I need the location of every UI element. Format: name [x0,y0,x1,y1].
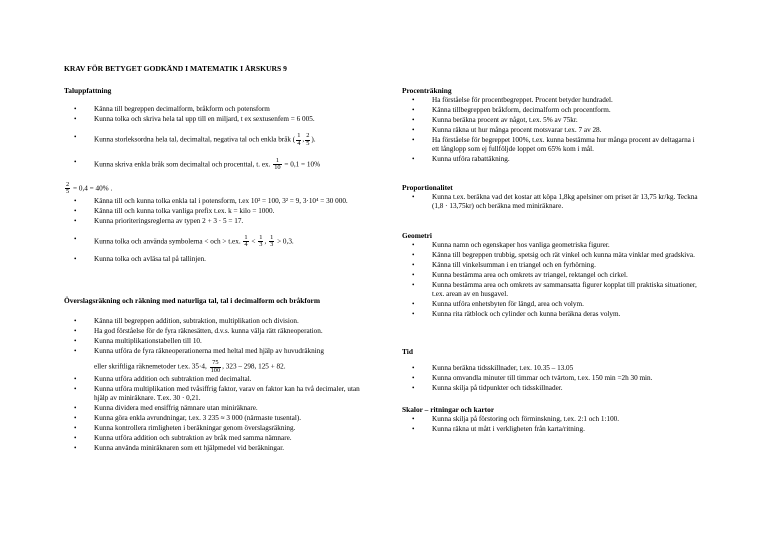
list-item: • Känna till begreppen addition, subtraktion, multiplikation och division. [64,317,364,326]
fraction-denominator: 3 [270,241,274,249]
list-item: • Kunna dividera med ensiffrig nämnare utan miniräknare. [64,404,364,413]
list-item: • Ha förståelse för procentbegreppet. Procent betyder hundradel. [402,96,702,105]
list-item [64,360,364,374]
fraction-numerator: 1 [273,158,281,165]
section-overslag [64,296,364,453]
list-item [64,182,364,196]
fraction-numerator: 1 [270,233,274,241]
list-item: • Känna till och kunna tolka vanliga prefix t.ex. k = kilo = 1000. [64,207,364,216]
fraction-numerator: 1 [244,233,248,241]
fraction-numerator: 2 [306,132,310,140]
fraction-denominator: 100 [210,366,221,374]
list-item: • Känna till vinkelsumman i en triangel och en fyrhörning. [402,261,702,270]
section-skalor [402,405,702,434]
list-item-text: Kunna skriva enkla bråk som decimaltal och procenttal, t. ex. [94,160,271,169]
list-item: • Känna till begreppen trubbig, spetsig och rät vinkel och kunna mäta vinklar med gradskiva. [402,251,702,260]
list-item: • Kunna storleksordna hela tal, decimaltal, negativa tal och enkla bråk ( $\frac{1}{4}$ , $\frac{2}{5}$ ). [64,133,364,147]
list-item: • Kunna tolka och avläsa tal på tallinjen. [64,255,364,264]
list-item: • Kunna rita rätblock och cylinder och kunna beräkna deras volym. [402,310,702,319]
list-item: • Känna tillbegreppen bråkform, decimalform och procentform. [402,106,702,115]
tid-list [402,364,702,393]
fraction [269,235,274,249]
list-item: • Kunna räkna ut hur många procent motsvarar t.ex. 7 av 28. [402,126,702,135]
fraction-denominator: 10 [274,164,281,172]
fraction-numerator: 2 [66,180,70,188]
list-item: • Kunna bestämma area och omkrets av triangel, rektangel och cirkel. [402,271,702,280]
list-item [64,235,364,249]
section-heading: Tid [402,347,413,356]
section-proportionalitet [402,183,702,211]
fraction-denominator: 4 [244,241,248,249]
list-item: • Ha förståelse för begreppet 100%, t.ex. kunna bestämma hur många procent av deltagarna i ett långlopp som ej fullföljde loppet om 65% kom i mål. [402,136,702,154]
section-heading: Skalor – ritningar och kartor [402,405,495,414]
fraction-denominator: 4 [297,139,301,147]
list-item: • Kunna utföra rabattäkning. [402,155,702,164]
list-item: • Kunna skilja på förstoring och förminskning, t.ex. 2:1 och 1:100. [402,415,702,424]
list-item: • Kunna använda miniräknaren som ett hjälpmedel vid beräkningar. [64,444,364,453]
section-heading: Överslagsräkning och räkning med naturliga tal, tal i decimalform och bråkform [64,296,320,305]
section-procent [402,86,702,164]
section-taluppfattning [64,86,364,264]
section-heading: Proportionalitet [402,183,453,192]
list-item: • Kunna utföra addition och subtraktion med decimaltal. [64,375,364,384]
fraction [243,235,248,249]
list-item-text: ). [311,135,316,144]
list-item: • Känna till och kunna tolka enkla tal i potensform, t.ex 10² = 100, 3² = 9, 3·10⁴ = 30 000. [64,197,364,206]
list-item-text: = 0,4 = 40% . [73,184,113,193]
fraction [305,133,310,147]
overslag-list [64,317,364,453]
list-item: • Kunna utföra de fyra räkneoperationerna med heltal med hjälp av huvudräkning [64,347,364,356]
fraction-denominator: 3 [259,241,263,249]
taluppfattning-list [64,105,364,263]
list-item: • Kunna beräkna procent av något, t.ex. 5% av 75kr. [402,116,702,125]
fraction [210,360,222,374]
list-item: • Kunna beräkna tidsskillnader, t.ex. 10.35 – 13.05 [402,364,702,373]
fraction-numerator: 1 [297,132,301,140]
list-item: • Kunna multiplikationstabellen till 10. [64,337,364,346]
list-item: • Kunna räkna ut mått i verkligheten från karta/ritning. [402,425,702,434]
list-item [64,158,364,172]
list-item: • Kunna kontrollera rimligheten i beräkningar genom överslagsräkning. [64,424,364,433]
list-item: • Kunna skilja på tidpunkter och tidsskillnader. [402,384,702,393]
list-item-text: > 0,3. [277,237,294,246]
fraction [258,235,263,249]
geometri-list [402,241,702,319]
fraction [65,182,70,196]
list-item-text: = 0,1 = 10% [284,160,321,169]
fraction-numerator: 1 [259,233,263,241]
section-heading: Taluppfattning [64,86,112,95]
list-item: • Kunna göra enkla avrundningar, t.ex. 3 235 ≈ 3 000 (närmaste tusental). [64,414,364,423]
list-item: • Ha god förståelse för de fyra räknesätten, d.v.s. kunna välja rätt räkneoperation. [64,327,364,336]
list-item: • Kunna utföra enhetsbyten för längd, area och volym. [402,300,702,309]
list-item: • Kunna utföra multiplikation med tvåsiffrig faktor, varav en faktor kan ha två decimaler, utan hjälp av miniräknare. T.ex. 30 · 0,21. [64,385,364,403]
list-item-text: eller skriftliga räknemetoder t.ex. 35·4, [94,362,207,371]
list-item: • Känna till begreppen decimalform, bråkform och potensform [64,105,364,114]
fraction [273,158,281,172]
list-item: • Kunna omvandla minuter till timmar och tvärtom, t.ex. 150 min =2h 30 min. [402,374,702,383]
section-geometri [402,231,702,319]
list-item: • Kunna bestämma area och omkrets av sammansatta figurer kopplat till praktiska situationer, t.ex. arean av en husgavel. [402,281,702,299]
list-item-text: Kunna storleksordna hela tal, decimaltal, negativa tal och enkla bråk ( [94,135,296,144]
fraction-denominator: 5 [306,139,310,147]
list-item-text: , 323 – 298, 125 + 82. [222,362,286,371]
fraction [296,133,301,147]
list-item-text: Kunna tolka och använda symbolerna < och > t.ex. [94,237,241,246]
list-item: • Kunna tolka och skriva hela tal upp till en miljard, t ex sextusenfem = 6 005. [64,115,364,124]
proportionalitet-list [402,193,702,211]
list-item-text: , [264,237,267,246]
document-title: KRAV FÖR BETYGET GODKÄND I MATEMATIK I ÅRSKURS 9 [64,64,287,73]
section-tid [402,347,702,393]
fraction-denominator: 5 [66,188,70,196]
list-item: • Kunna prioriteringsreglerna av typen 2 + 3 · 5 = 17. [64,217,364,226]
section-heading: Procenträkning [402,86,452,95]
list-item: • Kunna utföra addition och subtraktion av bråk med samma nämnare. [64,434,364,443]
skalor-list [402,415,702,434]
list-item: • Kunna t.ex. beräkna vad det kostar att köpa 1,8kg apelsiner om priset är 13,75 kr/kg. Teckna (1,8 · 13,75kr) och beräkna med miniräknare. [402,193,702,211]
list-item: • Kunna namn och egenskaper hos vanliga geometriska figurer. [402,241,702,250]
section-heading: Geometri [402,231,432,240]
list-item-text: < [251,237,256,246]
fraction-numerator: 75 [210,360,222,367]
procent-list [402,96,702,164]
